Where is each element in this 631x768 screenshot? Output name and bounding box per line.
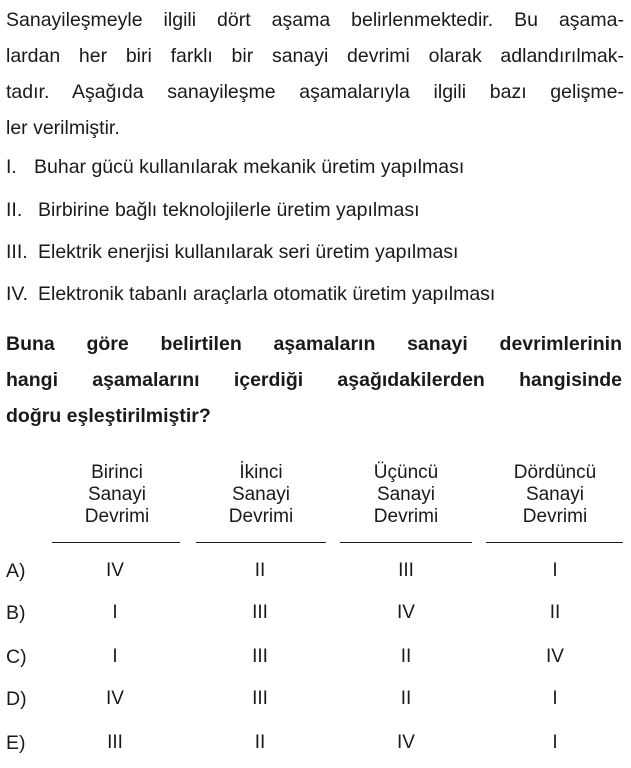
option-cell: I [552,732,558,753]
question-line: hangi aşamalarını içerdiği aşağıdakilerden hangisinde [6,369,622,391]
column-divider [196,542,326,543]
column-header-line: İkinci [239,462,283,483]
question-line: Buna göre belirtilen aşamaların sanayi devrimlerinin [6,333,622,355]
statement-number: IV. [6,283,29,305]
column-header-line: Dördüncü [513,462,597,483]
option-label: B) [6,602,26,624]
option-cell: II [549,602,561,623]
stem-line: Sanayileşmeyle ilgili dört aşama belirlenmektedir. Bu aşama- [6,9,624,31]
statement-1 [6,155,464,179]
option-cell: II [400,688,412,709]
column-header-line: Devrimi [522,506,588,527]
stem-line: tadır. Aşağıda sanayileşme aşamalarıyla ilgili bazı gelişme- [6,81,624,103]
option-label: E) [6,732,26,754]
statement-3 [6,240,458,264]
stem-line: lardan her biri farklı bir sanayi devrimi olarak adlandırılmak- [6,45,624,67]
statement-number: III. [6,241,28,263]
column-header-line: Devrimi [228,506,294,527]
option-cell: I [552,688,558,709]
option-label: A) [6,560,26,582]
option-cell: II [400,646,412,667]
statement-text: Buhar gücü kullanılarak mekanik üretim yapılması [34,156,465,178]
column-divider [340,542,472,543]
stem-line: ler verilmiştir. [6,117,120,139]
question-stem [6,2,624,146]
column-header-line: Üçüncü [373,462,439,483]
option-label: D) [6,688,27,710]
option-cell: II [254,560,266,581]
option-cell: III [107,732,123,753]
column-divider [52,542,180,543]
statement-2 [6,198,420,222]
column-divider [486,542,623,543]
statement-text: Elektronik tabanlı araçlarla otomatik üretim yapılması [38,283,496,305]
option-cell: III [252,602,268,623]
column-header-line: Birinci [91,462,143,483]
column-header-line: Devrimi [84,506,150,527]
option-cell: IV [106,560,124,581]
option-cell: IV [397,602,415,623]
option-cell: I [112,602,118,623]
option-cell: IV [397,732,415,753]
statement-number: I. [6,156,17,178]
column-header-line: Sanayi [87,484,147,505]
option-cell: I [552,560,558,581]
column-header-line: Sanayi [525,484,585,505]
option-cell: III [398,560,414,581]
question-prompt [6,326,622,434]
option-cell: III [252,688,268,709]
option-cell: I [112,646,118,667]
statement-text: Birbirine bağlı teknolojilerle üretim yapılması [38,199,420,221]
column-header-line: Sanayi [231,484,291,505]
option-cell: III [252,646,268,667]
statement-text: Elektrik enerjisi kullanılarak seri üretim yapılması [38,241,459,263]
column-header-4 [495,462,615,528]
statement-4 [6,282,495,306]
column-header-1 [62,462,172,528]
column-header-line: Devrimi [373,506,439,527]
column-header-2 [206,462,316,528]
column-header-3 [351,462,461,528]
option-cell: IV [546,646,564,667]
option-cell: II [254,732,266,753]
statement-number: II. [6,199,23,221]
question-line: doğru eşleştirilmiştir? [6,405,211,427]
option-cell: IV [106,688,124,709]
option-label: C) [6,646,27,668]
column-header-line: Sanayi [376,484,436,505]
